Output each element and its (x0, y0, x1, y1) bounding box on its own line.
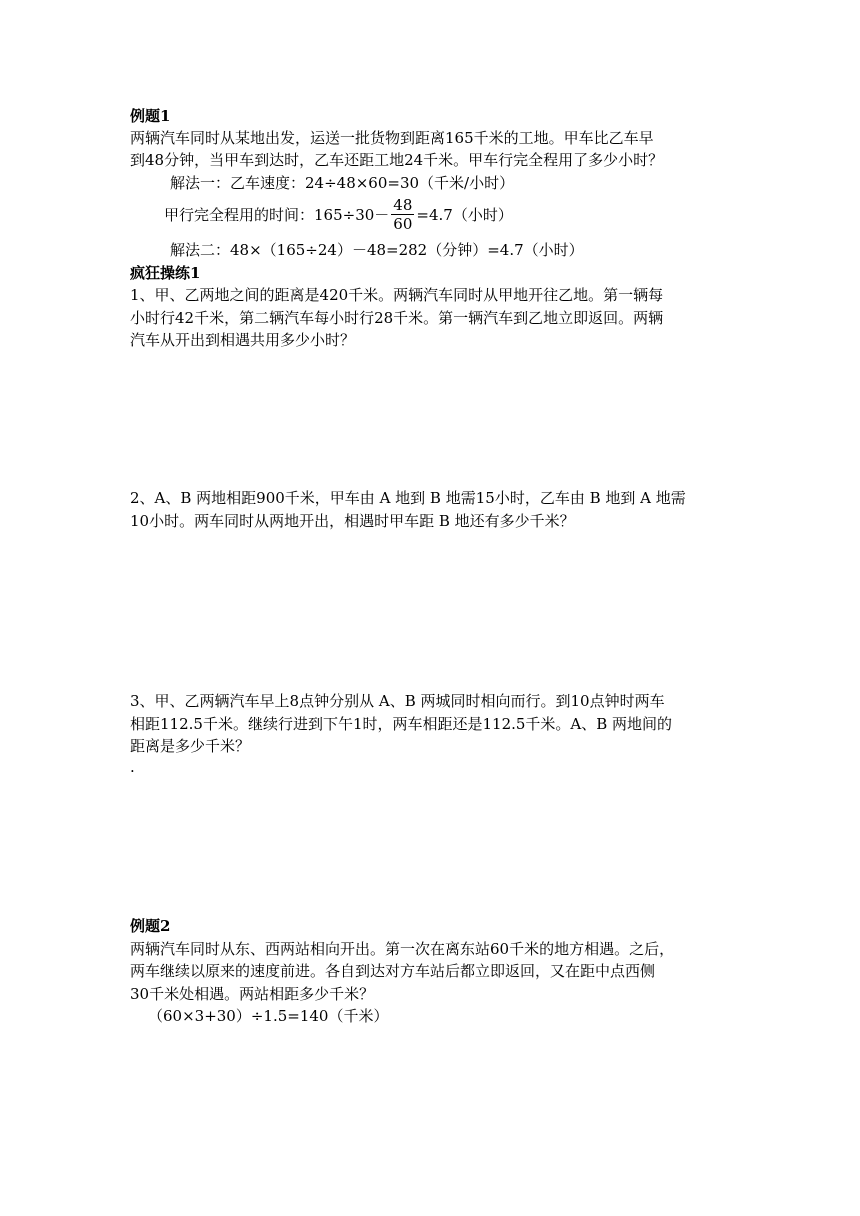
example1-fraction-formula (164, 196, 513, 233)
question2-line-2: 10小时。两车同时从两地开出，相遇时甲车距 B 地还有多少千米？ (130, 512, 575, 530)
formula-prefix: 甲行完全程用的时间：165÷30－ (164, 205, 390, 224)
fraction-denominator: 60 (393, 215, 413, 233)
question2-line-1: 2、A、B 两地相距900千米，甲车由 A 地到 B 地需15小时，乙车由 B 地到 A 地需 (130, 489, 686, 507)
example1-text-line-2: 到48分钟，当甲车到达时，乙车还距工地24千米。甲车行完全程用了多少小时？ (130, 151, 664, 169)
stray-mark: . (130, 758, 135, 776)
question1-line-2: 小时行42千米，第二辆汽车每小时行28千米。第一辆汽车到乙地立即返回。两辆 (130, 309, 664, 327)
example2-text-line-2: 两车继续以原来的速度前进。各自到达对方车站后都立即返回，又在距中点西侧 (130, 962, 656, 980)
question3-line-2: 相距112.5千米。继续行进到下午1时，两车相距还是112.5千米。A、B 两地间的 (130, 715, 673, 733)
question1-line-3: 汽车从开出到相遇共用多少小时？ (130, 331, 356, 349)
question1-line-1: 1、甲、乙两地之间的距离是420千米。两辆汽车同时从甲地开往乙地。第一辆每 (130, 286, 664, 304)
example2-heading: 例题2 (130, 917, 171, 935)
example1-solution-1: 解法一：乙车速度：24÷48×60=30（千米/小时） (170, 174, 515, 192)
example1-text-line-1: 两辆汽车同时从某地出发，运送一批货物到距离165千米的工地。甲车比乙车早 (130, 129, 654, 147)
fraction-numerator: 48 (393, 196, 413, 214)
example2-text-line-1: 两辆汽车同时从东、西两站相向开出。第一次在离东站60千米的地方相遇。之后， (130, 940, 675, 958)
question3-line-1: 3、甲、乙两辆汽车早上8点钟分别从 A、B 两城同时相向而行。到10点钟时两车 (130, 692, 665, 710)
example1-solution-2: 解法二：48×（165÷24）－48=282（分钟）=4.7（小时） (170, 241, 584, 259)
example1-heading: 例题1 (130, 107, 171, 125)
question3-line-3: 距离是多少千米？ (130, 737, 251, 755)
example2-text-line-3: 30千米处相遇。两站相距多少千米？ (130, 985, 375, 1003)
practice1-heading: 疯狂操练1 (130, 264, 201, 282)
example2-solution: （60×3+30）÷1.5=140（千米） (148, 1007, 389, 1025)
formula-suffix: =4.7（小时） (416, 205, 513, 224)
fraction (391, 196, 414, 233)
